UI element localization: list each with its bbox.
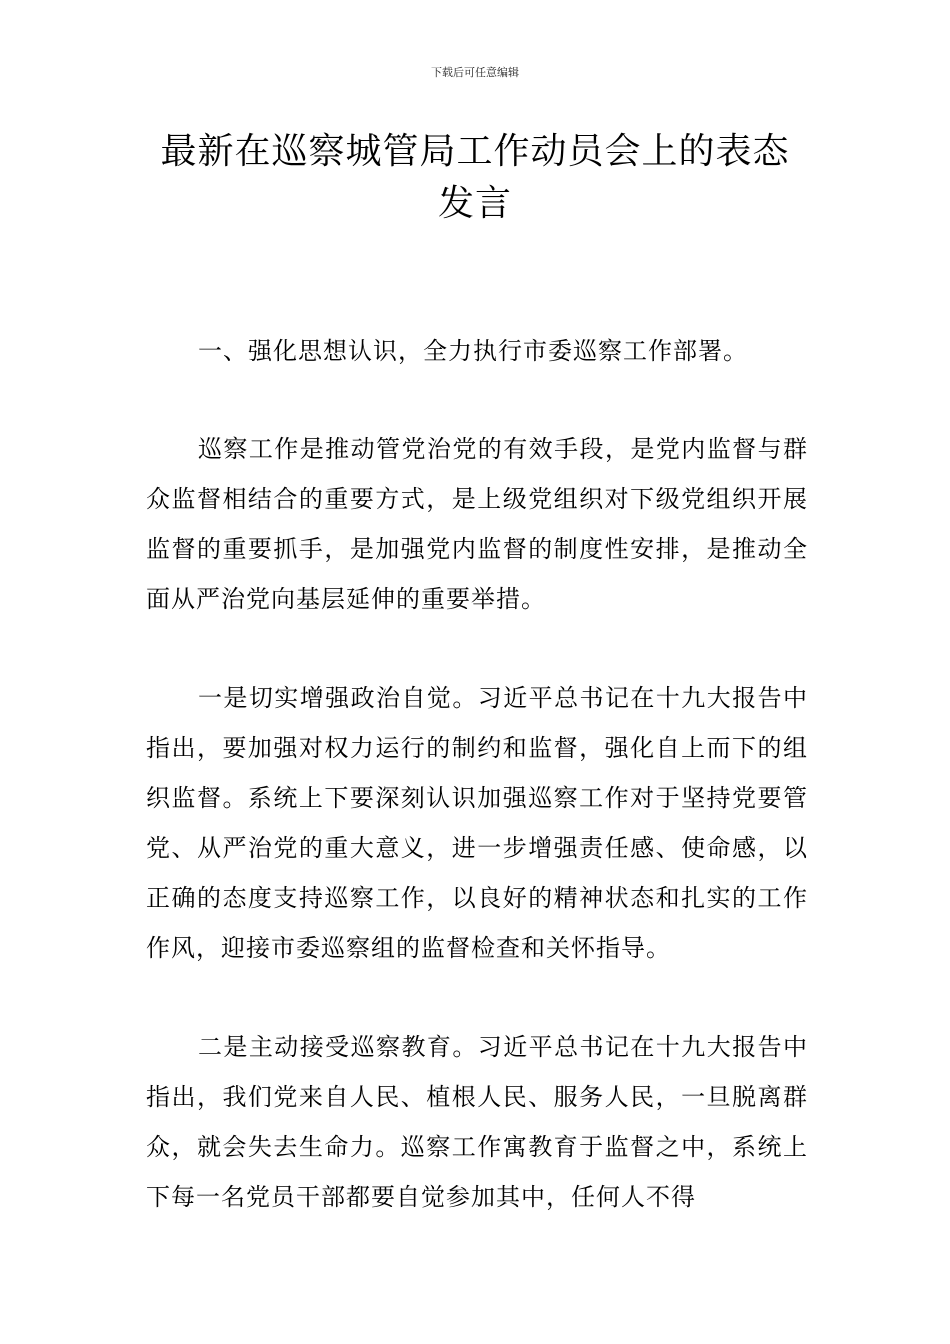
body-paragraph: 一是切实增强政治自觉。习近平总书记在十九大报告中指出，要加强对权力运行的制约和监督，强化自上而下的组织监督。系统上下要深刻认识加强巡察工作对于坚持党要管党、从严治党的重大意义，进一步增强责任感、使命感，以正确的态度支持巡察工作，以良好的精神状态和扎实的工作作风，迎接市委巡察组的监督检查和关怀指导。 <box>146 684 808 962</box>
body-paragraph: 二是主动接受巡察教育。习近平总书记在十九大报告中指出，我们党来自人民、植根人民、服务人民，一旦脱离群众，就会失去生命力。巡察工作寓教育于监督之中，系统上下每一名党员干部都要自觉参加其中，任何人不得 <box>146 1033 808 1211</box>
header-note: 下载后可任意编辑 <box>431 66 519 79</box>
section-heading: 一、强化思想认识，全力执行市委巡察工作部署。 <box>198 337 748 365</box>
document-title: 最新在巡察城管局工作动员会上的表态发言 <box>160 131 790 224</box>
body-paragraph: 巡察工作是推动管党治党的有效手段，是党内监督与群众监督相结合的重要方式，是上级党组织对下级党组织开展监督的重要抓手，是加强党内监督的制度性安排，是推动全面从严治党向基层延伸的重要举措。 <box>146 435 808 613</box>
